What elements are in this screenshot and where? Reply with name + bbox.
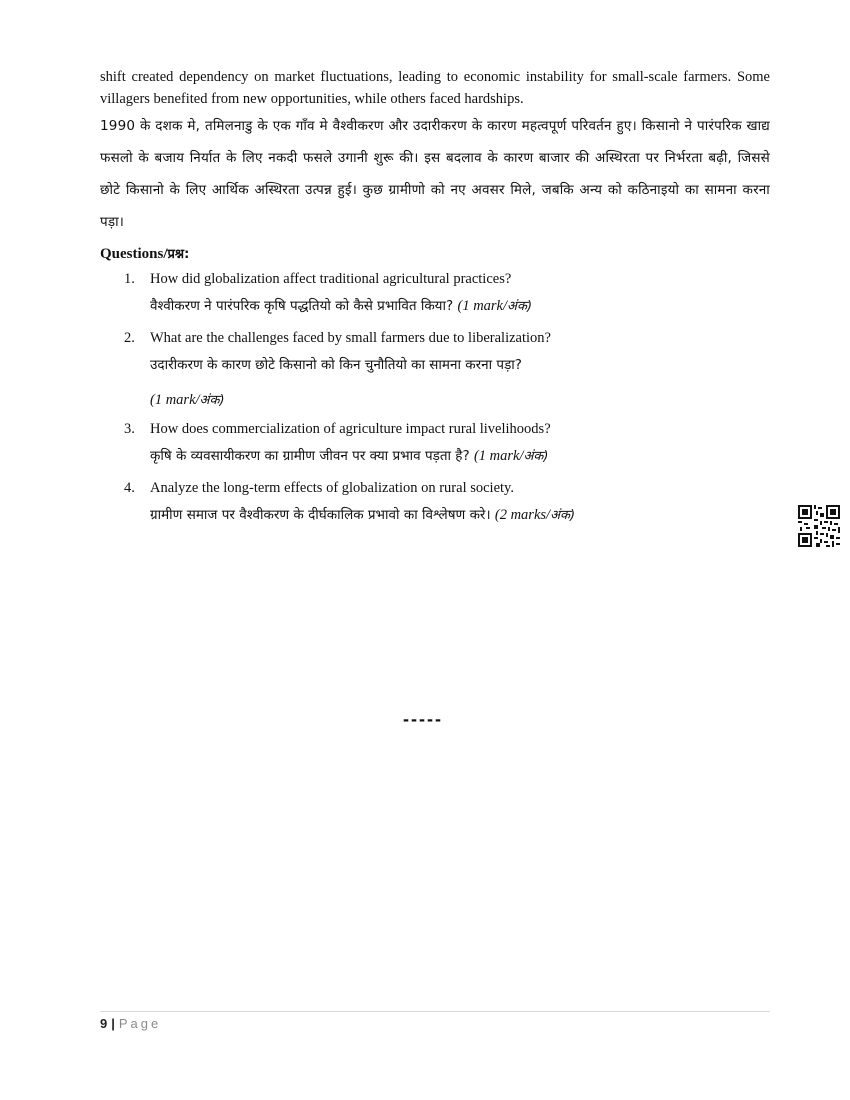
question-number: 2. <box>124 330 135 346</box>
question-marks <box>495 507 575 523</box>
question-text-hi: उदारीकरण के कारण छोटे किसानो को किन चुनौतियो का सामना करना पड़ा? <box>150 357 522 373</box>
question-hi-body: कृषि के व्यवसायीकरण का ग्रामीण जीवन पर क्या प्रभाव पड़ता है? <box>150 448 470 464</box>
question-hi-body: वैश्वीकरण ने पारंपरिक कृषि पद्धतियो को कैसे प्रभावित किया? <box>150 298 454 314</box>
question-hi-body: ग्रामीण समाज पर वैश्वीकरण के दीर्घकालिक प्रभावो का विश्लेषण करे। <box>150 507 491 523</box>
question-marks <box>457 298 532 314</box>
passage-english-tail: shift created dependency on market fluctuations, leading to economic instability for small-scale farmers. Some villagers benefited from new opportunities, while others faced hardships. <box>100 69 770 107</box>
page-content <box>100 66 770 535</box>
marks-en: (2 marks/ <box>494 507 551 523</box>
page-number: 9 <box>100 1016 108 1031</box>
passage-hindi: 1990 के दशक मे, तमिलनाडु के एक गाँव मे वैश्वीकरण और उदारीकरण के कारण महत्वपूर्ण परिवर्तन हुए। किसानो ने पारंपरिक खाद्य फसलो के बजाय निर्यात के लिए नकदी फसले उगानी शुरू की। इस बदलाव के कारण बाजार की अस्थिरता पर निर्भरता बढ़ी, जिससे छोटे किसानो के लिए आर्थिक अस्थिरता उत्पन्न हुई। कुछ ग्रामीणो को नए अवसर मिले, जबकि अन्य को कठिनाइयो का सामना करना पड़ा। <box>100 118 770 230</box>
question-marks <box>474 448 549 464</box>
question-number: 4. <box>124 480 135 496</box>
question-item <box>100 267 770 322</box>
qr-code-graphic <box>798 505 840 547</box>
question-item <box>100 476 770 531</box>
marks-hi: अंक) <box>199 393 225 408</box>
question-text-en: What are the challenges faced by small farmers due to liberalization? <box>150 330 551 346</box>
marks-hi: अंक) <box>523 449 549 464</box>
marks-hi: अंक) <box>507 299 533 314</box>
marks-en: (1 mark/ <box>457 298 508 314</box>
question-number: 3. <box>124 421 135 437</box>
marks-en: (1 mark/ <box>473 448 524 464</box>
end-marker: ----- <box>403 709 443 729</box>
question-text-hi <box>150 441 770 472</box>
question-text-hi <box>150 500 770 531</box>
questions-list <box>100 267 770 531</box>
footer-separator: | <box>111 1016 115 1031</box>
question-text-en: How did globalization affect traditional agricultural practices? <box>150 271 512 287</box>
question-marks <box>150 388 770 413</box>
qr-code-icon[interactable] <box>798 505 840 547</box>
question-item <box>100 326 770 413</box>
question-item <box>100 417 770 472</box>
question-text-en: Analyze the long-term effects of globalization on rural society. <box>150 480 514 496</box>
questions-heading <box>100 244 770 263</box>
question-text-en: How does commercialization of agriculture impact rural livelihoods? <box>150 421 551 437</box>
marks-en: (1 mark/ <box>150 392 200 408</box>
question-number: 1. <box>124 271 135 287</box>
page-label: Page <box>118 1016 162 1031</box>
questions-heading-en: Questions/ <box>100 246 168 262</box>
page-footer <box>100 1011 770 1031</box>
marks-hi: अंक) <box>550 508 576 523</box>
questions-heading-hi: प्रश्न: <box>167 247 190 262</box>
question-text-hi <box>150 291 770 322</box>
